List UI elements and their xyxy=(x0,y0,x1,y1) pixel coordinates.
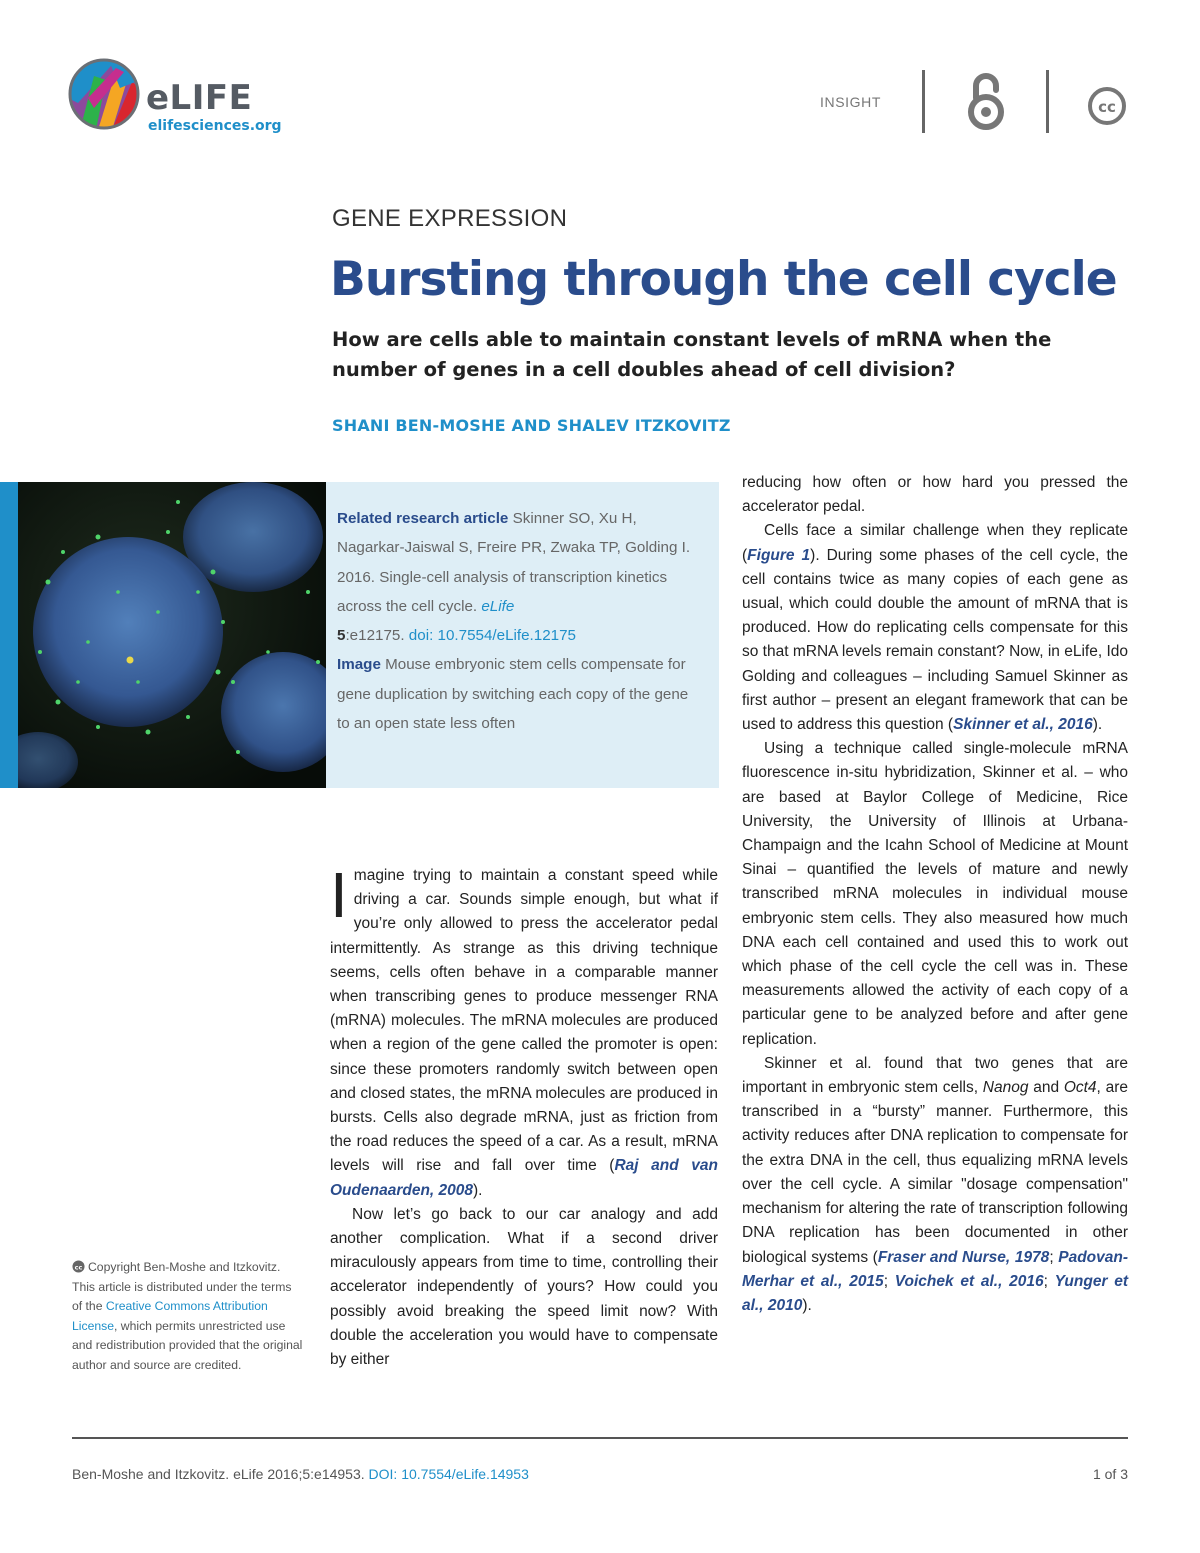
footer-doi-link[interactable]: DOI: 10.7554/eLife.14953 xyxy=(368,1466,529,1482)
copyright-text: , which permits unrestricted use and redistribution provided that the original author and source are credited. xyxy=(72,1318,303,1372)
license-link[interactable]: Creative Commons Attribution License xyxy=(72,1299,268,1333)
reference-link[interactable]: Voichek et al., 2016 xyxy=(894,1272,1044,1290)
paragraph: Now let’s go back to our car analogy and add another complication. What if a second driver miraculously appears from time to time, controlling their accelerator independently of yours? How could you possibly avoid breaking the speed limit now? With double the acceleration you would have to compensate by either xyxy=(330,1205,718,1369)
footer-citation xyxy=(72,1466,529,1482)
copyright-note xyxy=(72,1258,304,1375)
paragraph-text: ). During some phases of the cell cycle, the cell contains twice as many copies of each gene as usual, which could double the amount of mRNA that is produced. How do replicating cells compensate for this so that mRNA levels remain constant? Now, in eLife, Ido Golding and colleagues – including Samuel Skinner as first author – present an elegant framework that can be used to address this question ( xyxy=(742,546,1128,734)
header-divider xyxy=(922,70,925,133)
related-journal: eLife xyxy=(481,597,515,615)
footer-divider xyxy=(72,1437,1128,1439)
paragraph-text: and xyxy=(1028,1079,1064,1097)
paragraph xyxy=(330,859,718,1203)
page-number: 1 of 3 xyxy=(1092,1466,1128,1482)
related-article-box xyxy=(326,482,719,788)
paragraph-text: Skinner et al. found that two genes that are important in embryonic stem cells, xyxy=(742,1054,1128,1097)
creative-commons-icon xyxy=(72,1260,85,1273)
paragraph-text: ). xyxy=(473,1181,483,1199)
article-title: Bursting through the cell cycle xyxy=(330,252,1117,307)
image-caption: Mouse embryonic stem cells compensate for gene duplication by switching each copy of the gene to an open state less often xyxy=(337,656,689,733)
paragraph-text: ; xyxy=(1043,1272,1055,1290)
related-article-label: Related research article xyxy=(337,510,509,527)
paragraph-text: ). xyxy=(1092,716,1103,734)
drop-cap: I xyxy=(330,859,348,931)
figure-link[interactable]: Figure 1 xyxy=(747,546,811,564)
brand-name: eLIFE xyxy=(146,78,253,118)
paragraph xyxy=(742,519,1128,737)
svg-text:cc: cc xyxy=(74,1263,83,1272)
related-article-id: :e12175. xyxy=(345,627,409,645)
gene-name: Oct4 xyxy=(1063,1079,1097,1097)
paragraph-text: magine trying to maintain a constant speed while driving a car. Sounds simple enough, but what if you’re only allowed to press the accelerator pedal intermittently. As strange as this driving technique seems, cells often behave in a comparable manner when transcribing genes to produce messenger RNA (mRNA) molecules. The mRNA molecules are produced when a region of the gene called the promoter is open: since these promoters randomly switch between open and closed states, the mRNA molecules are produced in bursts. Cells also degrade mRNA, just as friction from the road reduces the speed of a car. As a result, mRNA levels will rise and fall over time ( xyxy=(330,867,718,1175)
paragraph-text: Cells face a similar challenge when they replicate ( xyxy=(742,522,1128,564)
paragraph-text: , are transcribed in a “bursty” manner. Furthermore, this activity reduces after DNA replication to compensate for the extra DNA in the cell, thus equalizing mRNA levels over the cell cycle. A similar "dosage compensation" mechanism for altering the rate of transcription following DNA replication has been documented in other biological systems ( xyxy=(742,1079,1128,1266)
footer-citation-text: Ben-Moshe and Itzkovitz. eLife 2016;5:e14953. xyxy=(72,1466,369,1482)
header-divider xyxy=(1046,70,1049,133)
reference-link[interactable]: Padovan-Merhar et al., 2015 xyxy=(742,1248,1128,1290)
reference-link[interactable]: Raj and van Oudenaarden, 2008 xyxy=(330,1157,718,1199)
paragraph xyxy=(742,1052,1128,1318)
elife-logo-icon xyxy=(68,58,140,130)
related-volume: 5 xyxy=(337,627,346,645)
author-list: SHANI BEN-MOSHE AND SHALEV ITZKOVITZ xyxy=(332,416,731,435)
open-access-icon xyxy=(962,70,1010,132)
reference-link[interactable]: Yunger et al., 2010 xyxy=(742,1272,1128,1314)
copyright-text: Copyright Ben-Moshe and Itzkovitz. This article is distributed under the terms of the xyxy=(72,1260,292,1313)
svg-text:cc: cc xyxy=(1098,98,1116,116)
brand-url-link[interactable]: elifesciences.org xyxy=(148,118,282,134)
paragraph: Using a technique called single-molecule mRNA fluorescence in-situ hybridization, Skinner et al. – who are based at Baylor College of Medicine, Rice University, the University of Illinois at Urbana-Champaign and the Icahn School of Medicine at Mount Sinai – quantified the levels of mature and newly transcribed mRNA molecules in individual mouse embryonic stem cells. They also measured how much DNA each cell contained and used this to work out which phase of the cell cycle the cell was in. These measurements allowed the activity of each copy of a particular gene to be analyzed before and after gene replication. xyxy=(742,740,1128,1048)
paragraph: reducing how often or how hard you pressed the accelerator pedal. xyxy=(742,474,1128,516)
creative-commons-icon xyxy=(1087,86,1127,126)
reference-link[interactable]: Fraser and Nurse, 1978 xyxy=(877,1248,1050,1266)
paragraph-text: ; xyxy=(1049,1248,1059,1266)
reference-link[interactable]: Skinner et al., 2016 xyxy=(953,716,1093,734)
standfirst: How are cells able to maintain constant levels of mRNA when the number of genes in a cell doubles ahead of cell division? xyxy=(332,328,1052,381)
body-column-right xyxy=(742,471,1128,1318)
image-label: Image xyxy=(337,656,381,674)
accent-bar xyxy=(0,482,18,788)
paragraph-text: ; xyxy=(883,1272,895,1290)
gene-name: Nanog xyxy=(982,1079,1029,1097)
related-citation-text: Skinner SO, Xu H, Nagarkar-Jaiswal S, Freire PR, Zwaka TP, Golding I. 2016. Single-cell analysis of transcription kinetics across the cell cycle. xyxy=(337,510,691,615)
article-type-label: INSIGHT xyxy=(820,94,881,110)
related-doi-link[interactable]: doi: 10.7554/eLife.12175 xyxy=(408,627,577,645)
paragraph-text: ). xyxy=(802,1296,812,1314)
body-column-middle xyxy=(330,859,718,1372)
subject-heading: GENE EXPRESSION xyxy=(332,205,568,232)
microscopy-image xyxy=(18,482,326,788)
